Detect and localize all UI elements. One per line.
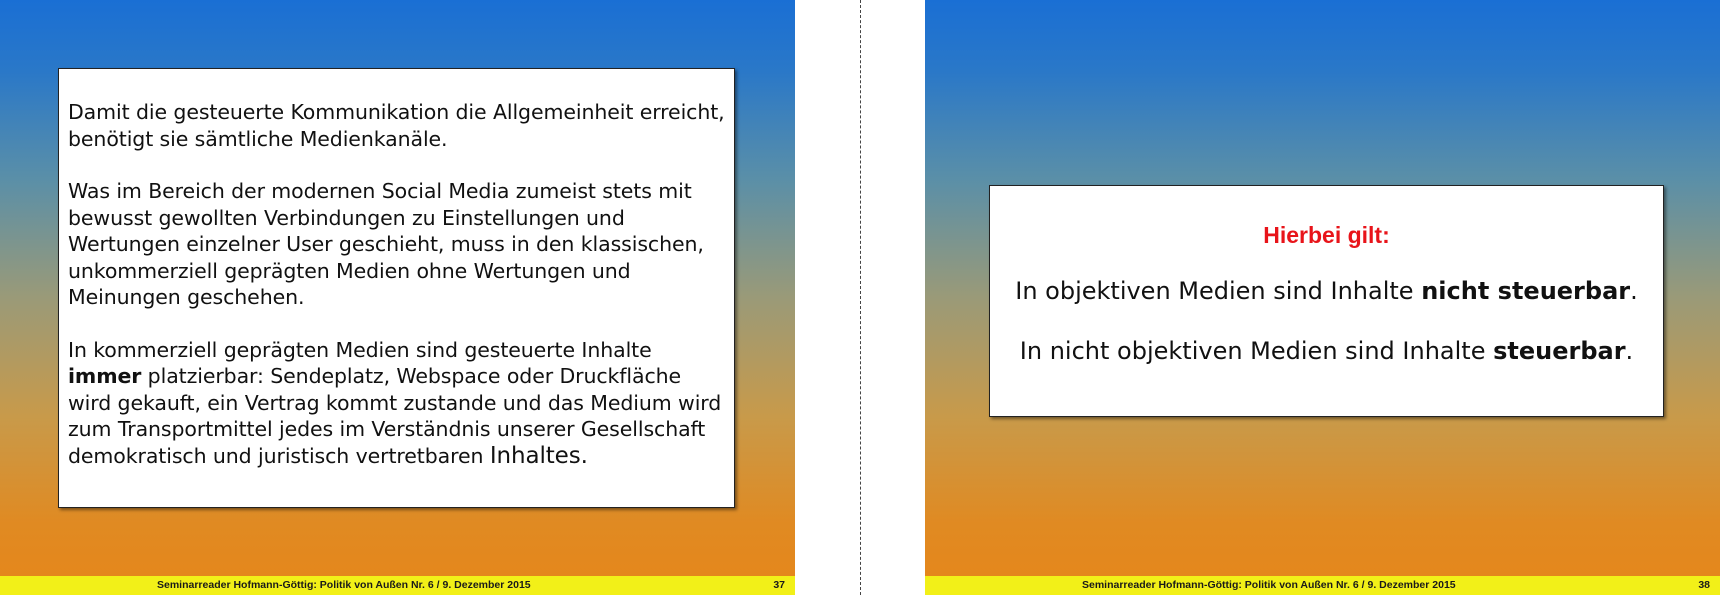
footer-bar — [925, 576, 1720, 595]
footer-bar — [0, 576, 795, 595]
emphasis-immer: immer — [68, 364, 142, 388]
footer-text: Seminarreader Hofmann-Göttig: Politik von Außen Nr. 6 / 9. Dezember 2015 — [157, 579, 531, 591]
rule-line-1-bold: nicht steuerbar — [1421, 277, 1631, 305]
rule-line-2-end: . — [1625, 337, 1634, 365]
rule-line-2-bold: steuerbar — [1493, 337, 1626, 365]
paragraph-3-rest: platzierbar: Sendeplatz, Webspace oder Druckfläche wird gekauft, ein Vertrag kommt zustande und das Medium wird zum Transportmittel jedes im Verständnis unserer Gesellschaft demokratisch und juristisch vertretbaren — [68, 364, 722, 468]
rule-line-1-text: In objektiven Medien sind Inhalte — [1015, 277, 1422, 305]
rule-line-non-objective — [990, 337, 1663, 365]
page-number: 38 — [1698, 579, 1710, 591]
page-number: 37 — [773, 579, 785, 591]
rule-box — [989, 185, 1664, 417]
paragraph-3-last-word: Inhaltes. — [489, 442, 588, 469]
rule-line-2-text: In nicht objektiven Medien sind Inhalte — [1019, 337, 1494, 365]
paragraph-1: Damit die gesteuerte Kommunikation die Allgemeinheit erreicht, benötigt sie sämtliche Medienkanäle. — [68, 100, 725, 151]
paragraph-3 — [68, 337, 726, 470]
footer-text: Seminarreader Hofmann-Göttig: Politik von Außen Nr. 6 / 9. Dezember 2015 — [1082, 579, 1456, 591]
page-divider — [860, 0, 861, 595]
paragraph-2: Was im Bereich der modernen Social Media zumeist stets mit bewusst gewollten Verbindungen zu Einstellungen und Wertungen einzelner User geschieht, muss in den klassischen, unkommerziell geprägten Medien ohne Wertungen und Meinungen geschehen. — [68, 179, 704, 309]
rule-line-objective — [990, 277, 1663, 305]
slide-37 — [0, 0, 795, 595]
paragraph-3-intro: In kommerziell geprägten Medien sind gesteuerte Inhalte — [68, 337, 652, 362]
text-box — [58, 68, 735, 508]
rule-line-1-end: . — [1630, 277, 1638, 305]
slide-38 — [925, 0, 1720, 595]
rule-heading: Hierbei gilt: — [1263, 222, 1390, 248]
